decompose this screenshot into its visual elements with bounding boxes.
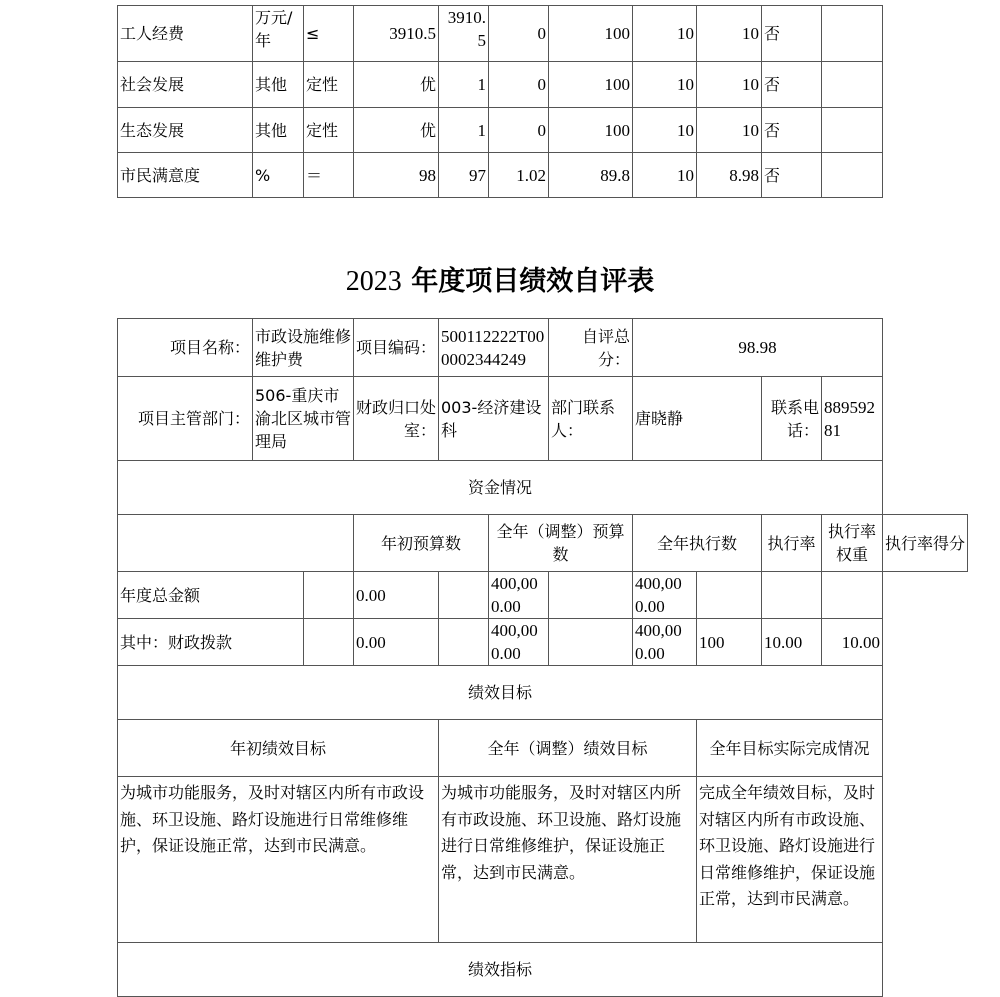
project-code: 500112222T000002344249	[439, 319, 549, 377]
indicator-note	[822, 62, 883, 108]
funds-rate	[697, 572, 762, 619]
indicator-score: 10	[697, 6, 762, 62]
dept: 506-重庆市渝北区城市管理局	[253, 377, 354, 461]
empty-cell	[439, 619, 489, 666]
funds-initial: 0.00	[354, 619, 439, 666]
indicator-operator: ＝	[304, 153, 354, 198]
funds-header-adjusted: 全年（调整）预算数	[489, 515, 633, 572]
goals-section-title: 绩效目标	[118, 666, 883, 720]
funds-rate: 100	[697, 619, 762, 666]
contact-label: 部门联系人：	[549, 377, 633, 461]
indicator-weight: 10	[633, 62, 697, 108]
table-row	[118, 108, 883, 153]
self-evaluation-table	[117, 318, 968, 997]
goals-initial-text: 为城市功能服务，及时对辖区内所有市政设施、环卫设施、路灯设施进行日常维修维护，保证设施正常，达到市民满意。	[118, 777, 439, 943]
indicator-operator: 定性	[304, 62, 354, 108]
self-score-label: 自评总分：	[549, 319, 633, 377]
indicator-score: 10	[697, 108, 762, 153]
indicator-note	[822, 108, 883, 153]
funds-score	[822, 572, 883, 619]
goals-header-initial: 年初绩效目标	[118, 720, 439, 777]
project-name-label: 项目名称：	[118, 319, 253, 377]
indicator-score: 10	[697, 62, 762, 108]
funds-header-weight: 执行率权重	[822, 515, 883, 572]
indicator-operator: 定性	[304, 108, 354, 153]
indicator-operator: ≤	[304, 6, 354, 62]
table-row	[118, 619, 968, 666]
empty-cell	[304, 572, 354, 619]
indicator-name: 市民满意度	[118, 153, 253, 198]
table-row	[118, 461, 968, 515]
funds-header-blank	[118, 515, 354, 572]
indicator-unit: %	[253, 153, 304, 198]
indicator-rate: 100	[549, 62, 633, 108]
indicator-target: 98	[354, 153, 439, 198]
indicator-rate: 100	[549, 108, 633, 153]
indicator-unit: 其他	[253, 108, 304, 153]
indicator-unit: 万元/年	[253, 6, 304, 62]
dept-label: 项目主管部门：	[118, 377, 253, 461]
indicator-target: 优	[354, 62, 439, 108]
finance-label: 财政归口处室：	[354, 377, 439, 461]
indicator-name: 生态发展	[118, 108, 253, 153]
project-name: 市政设施维修维护费	[253, 319, 354, 377]
indicator-table	[117, 5, 883, 198]
table-row	[118, 777, 968, 943]
table-row	[118, 319, 968, 377]
table-row	[118, 62, 883, 108]
indicator-flag: 否	[762, 108, 822, 153]
funds-weight: 10.00	[762, 619, 822, 666]
table-row	[118, 943, 968, 997]
table-row	[118, 377, 968, 461]
indicator-weight: 10	[633, 108, 697, 153]
funds-adjusted: 400,000.00	[489, 572, 549, 619]
goals-adjusted-text: 为城市功能服务，及时对辖区内所有市政设施、环卫设施、路灯设施进行日常维修维护，保证设施正常，达到市民满意。	[439, 777, 697, 943]
title-year: 2023	[345, 266, 402, 297]
table-row	[118, 572, 968, 619]
indicator-flag: 否	[762, 62, 822, 108]
page-title	[0, 262, 1000, 302]
indicator-deviation: 0	[489, 108, 549, 153]
funds-executed: 400,000.00	[633, 572, 697, 619]
funds-weight	[762, 572, 822, 619]
funds-header-score: 执行率得分	[883, 515, 968, 572]
indicator-rate: 100	[549, 6, 633, 62]
table-row	[118, 666, 968, 720]
funds-header-executed: 全年执行数	[633, 515, 762, 572]
indicator-note	[822, 6, 883, 62]
indicator-deviation: 0	[489, 62, 549, 108]
indicator-actual: 1	[439, 108, 489, 153]
table-row	[118, 720, 968, 777]
table-row	[118, 515, 968, 572]
funds-section-title: 资金情况	[118, 461, 883, 515]
self-score: 98.98	[633, 319, 883, 377]
empty-cell	[549, 572, 633, 619]
empty-cell	[549, 619, 633, 666]
indicator-deviation: 1.02	[489, 153, 549, 198]
funds-row-label: 年度总金额	[118, 572, 304, 619]
table-row	[118, 153, 883, 198]
empty-cell	[439, 572, 489, 619]
title-text: 年度项目绩效自评表	[411, 266, 655, 297]
indicator-unit: 其他	[253, 62, 304, 108]
indicator-actual: 1	[439, 62, 489, 108]
contact: 唐晓静	[633, 377, 762, 461]
indicator-actual: 97	[439, 153, 489, 198]
funds-adjusted: 400,000.00	[489, 619, 549, 666]
funds-initial: 0.00	[354, 572, 439, 619]
indicator-weight: 10	[633, 6, 697, 62]
indicator-deviation: 0	[489, 6, 549, 62]
indicators-section-title: 绩效指标	[118, 943, 883, 997]
project-code-label: 项目编码：	[354, 319, 439, 377]
funds-score: 10.00	[822, 619, 883, 666]
indicator-name: 社会发展	[118, 62, 253, 108]
table-row	[118, 6, 883, 62]
goals-header-actual: 全年目标实际完成情况	[697, 720, 883, 777]
phone-label: 联系电话：	[762, 377, 822, 461]
indicator-rate: 89.8	[549, 153, 633, 198]
indicator-target: 3910.5	[354, 6, 439, 62]
funds-header-initial: 年初预算数	[354, 515, 489, 572]
goals-actual-text: 完成全年绩效目标，及时对辖区内所有市政设施、环卫设施、路灯设施进行日常维修维护，保证设施正常，达到市民满意。	[697, 777, 883, 943]
phone: 88959281	[822, 377, 883, 461]
finance: 003-经济建设科	[439, 377, 549, 461]
funds-executed: 400,000.00	[633, 619, 697, 666]
indicator-score: 8.98	[697, 153, 762, 198]
indicator-name: 工人经费	[118, 6, 253, 62]
indicator-weight: 10	[633, 153, 697, 198]
indicator-flag: 否	[762, 153, 822, 198]
funds-row-label: 其中：财政拨款	[118, 619, 304, 666]
goals-header-adjusted: 全年（调整）绩效目标	[439, 720, 697, 777]
indicator-actual: 3910.5	[439, 6, 489, 62]
empty-cell	[304, 619, 354, 666]
indicator-note	[822, 153, 883, 198]
indicator-flag: 否	[762, 6, 822, 62]
indicator-target: 优	[354, 108, 439, 153]
funds-header-rate: 执行率	[762, 515, 822, 572]
